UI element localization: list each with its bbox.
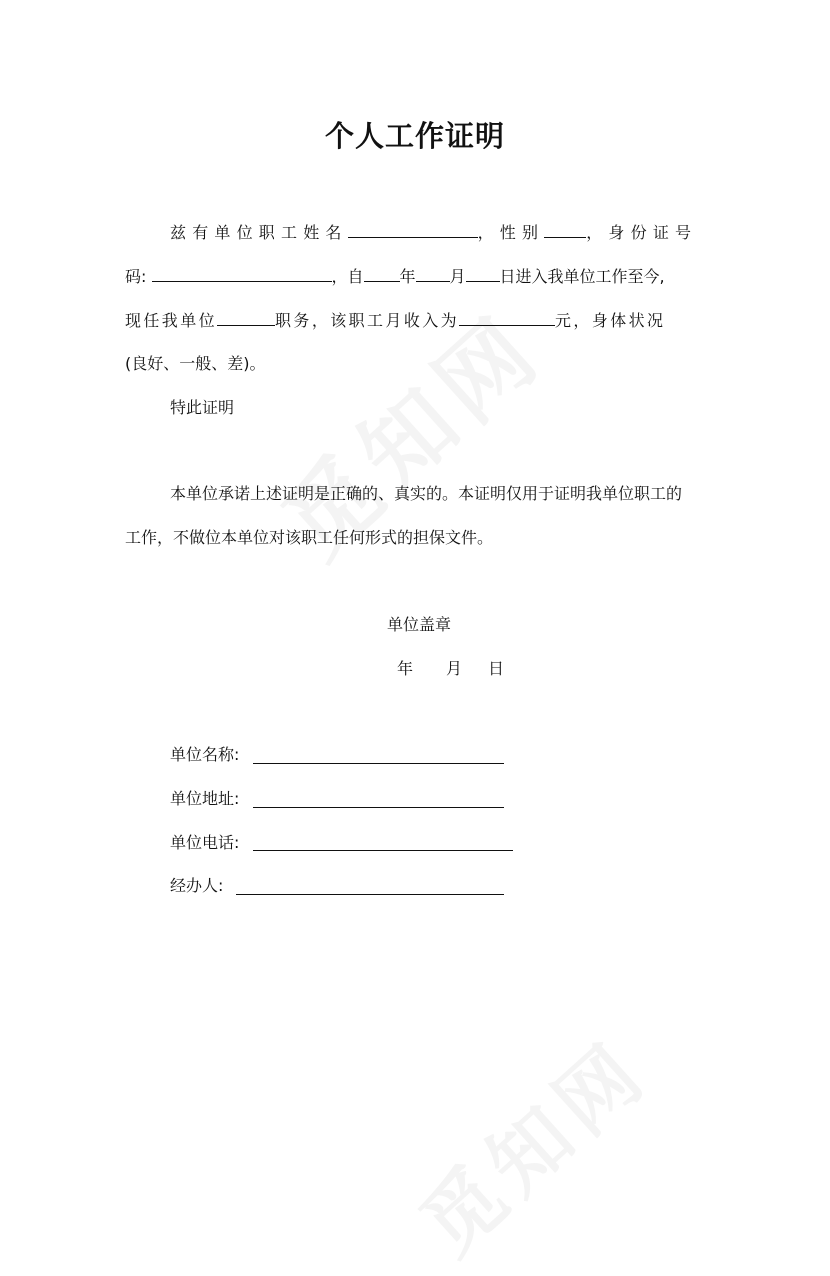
- text-segment: 日进入我单位工作至今,: [499, 267, 665, 286]
- start-year-blank: [364, 264, 400, 282]
- paragraph-line: 本单位承诺上述证明是正确的、真实的。本证明仅用于证明我单位职工的: [170, 484, 683, 503]
- date-month-label: 月: [446, 659, 463, 678]
- handler-blank: [236, 894, 504, 895]
- text-segment: 年: [399, 267, 416, 286]
- paragraph-line: (良好、一般、差)。: [125, 354, 266, 373]
- company-name-label: 单位名称:: [170, 745, 240, 764]
- start-day-blank: [466, 264, 500, 282]
- name-blank: [348, 220, 478, 238]
- paragraph-line: [125, 264, 665, 289]
- text-segment: ，性别: [477, 223, 545, 242]
- start-month-blank: [416, 264, 450, 282]
- id-number-blank: [152, 264, 332, 282]
- paragraph-line: [125, 308, 665, 333]
- certify-text: 特此证明: [170, 398, 235, 417]
- text-segment: 元，身体状况: [555, 311, 666, 330]
- date-day-label: 日: [488, 659, 505, 678]
- income-blank: [459, 308, 555, 326]
- date-year-label: 年: [397, 659, 414, 678]
- seal-label: 单位盖章: [387, 615, 452, 634]
- company-address-blank: [253, 807, 504, 808]
- watermark: [391, 1009, 669, 1275]
- company-name-blank: [253, 763, 504, 764]
- paragraph-line: 工作，不做位本单位对该职工任何形式的担保文件。: [125, 528, 494, 547]
- text-segment: 现任我单位: [125, 311, 218, 330]
- text-segment: ，身份证号: [586, 223, 698, 242]
- company-address-label: 单位地址:: [170, 789, 240, 808]
- text-segment: 月: [449, 267, 466, 286]
- text-segment: 职务，该职工月收入为: [275, 311, 460, 330]
- position-blank: [217, 308, 275, 326]
- text-segment: 码:: [125, 267, 147, 286]
- text-segment: ，自: [331, 267, 364, 286]
- handler-label: 经办人:: [170, 876, 224, 895]
- company-phone-label: 单位电话:: [170, 833, 240, 852]
- document-title: 个人工作证明: [324, 119, 505, 153]
- text-segment: 兹有单位职工姓名: [170, 223, 348, 242]
- gender-blank: [544, 220, 586, 238]
- company-phone-blank: [253, 850, 513, 851]
- paragraph-line: [170, 220, 697, 245]
